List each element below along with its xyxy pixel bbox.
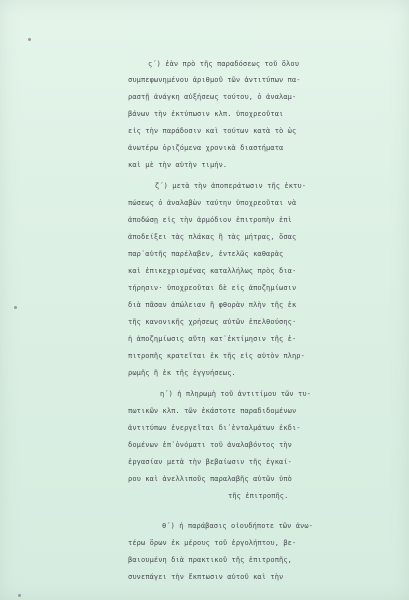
edge-speck (18, 594, 21, 597)
text-line: καὶ ἐπικεχρισμένας καταλλήλως πρὸς δια- (128, 267, 297, 275)
text-line: διὰ πᾶσαν ἀπώλειαν ἢ φθορὰν πλὴν τῆς ἐκ (128, 301, 297, 309)
text-line: συνεπάγει τὴν ἔκπτωσιν αὐτοῦ καὶ τὴν (128, 573, 284, 581)
text-line: ἀποδώσῃ εἰς τὴν ἁρμόδιον ἐπιτροπὴν ἐπὶ (128, 216, 292, 224)
text-line: ἀνωτέρω ὁριζόμενα χρονικὰ διαστήματα (128, 144, 284, 152)
text-line: τήρησιν· ὑποχρεοῦται δὲ εἰς ἀποζημίωσιν (128, 284, 297, 292)
text-line: πωτικῶν κλπ. τῶν ἑκάστοτε παραδιδομένων (128, 407, 297, 415)
text-line: ἀντιτύπων ἐνεργεῖται δι᾽ἐνταλμάτων ἐκδι- (128, 424, 301, 432)
text-line: ἀποδείξει τὰς πλάκας ἢ τὰς μήτρας, ὅσας (128, 233, 297, 241)
text-line: τέρω ὅρων ἐκ μέρους τοῦ ἐργολήπτου, βε- (128, 539, 297, 547)
text-line: ρωμῆς ἢ ἐκ τῆς ἐγγυήσεως. (128, 369, 236, 377)
text-line: τῆς κανονικῆς χρήσεως αὐτῶν ἐπελθούσης· (128, 318, 297, 326)
text-line: ς΄) ἐὰν πρὸ τῆς παραδόσεως τοῦ ὅλου (148, 60, 300, 68)
text-line: θ΄) ἡ παράβασις οἱουδήποτε τῶν ἀνω- (162, 522, 314, 530)
text-line: ζ΄) μετὰ τὴν ἀποπεράτωσιν τῆς ἐκτυ- (155, 182, 307, 190)
text-line: εἰς τὴν παράδοσιν καὶ τούτων κατὰ τὸ ὡς (128, 127, 297, 135)
text-line: παρ᾽αὐτῆς παρέλαβεν, ἐντελῶς καθαρὰς (128, 250, 284, 258)
text-line: η΄) ἡ πληρωμὴ τοῦ ἀντιτίμου τῶν τυ- (160, 390, 312, 398)
text-line: τῆς ἐπιτροπῆς. (228, 492, 289, 500)
text-line: ραστῇ ἀνάγκη αὐξήσεως τούτου, ὁ ἀναλαμ- (128, 93, 297, 101)
text-line: βαιουμένη διὰ πρακτικοῦ τῆς ἐπιτροπῆς, (128, 556, 292, 564)
text-line: συμπεφωνημένου ἀριθμοῦ τῶν ἀντιτύπων πα- (128, 76, 301, 84)
text-line: καὶ μὲ τὴν αὐτὴν τιμήν. (128, 161, 228, 169)
text-line: ἐργασίαν μετὰ τὴν βεβαίωσιν τῆς ἐγκαί- (128, 458, 292, 466)
text-line: βάνων τὴν ἐκτύπωσιν κλπ. ὑποχρεοῦται (128, 110, 284, 118)
text-line: ρου καὶ ἀνελλιποῦς παραλαβῆς αὐτῶν ὑπὸ (128, 475, 292, 483)
text-line: πιτροπῆς κρατεῖται ἐκ τῆς εἰς αὐτὸν πληρ- (128, 352, 305, 360)
text-line: ἡ ἀποζημίωσις αὕτη κατ᾽ἐκτίμησιν τῆς ἐ- (128, 335, 297, 343)
edge-speck (28, 38, 31, 41)
text-line: πώσεως ὁ ἀναλαβὼν ταύτην ὑποχρεοῦται νὰ (128, 199, 297, 207)
text-line: δομένων ἐπ᾽ὀνόματι τοῦ ἀναλαβόντος τὴν (128, 441, 292, 449)
edge-speck (14, 306, 17, 309)
